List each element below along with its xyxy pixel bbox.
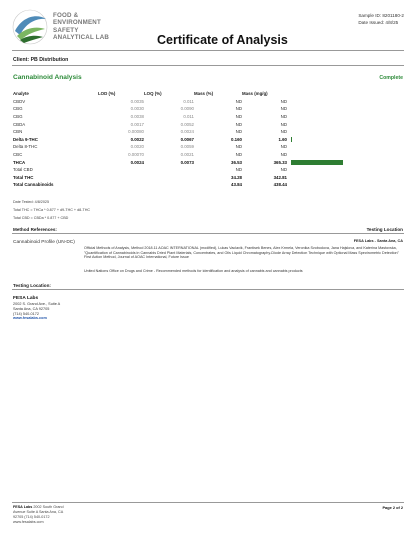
mass-percent: ND xyxy=(235,152,242,158)
page-title: Certificate of Analysis xyxy=(157,33,288,47)
mass-mg-per-g: ND xyxy=(280,106,287,112)
analyte: Delta 9-THC xyxy=(13,136,38,142)
analyte: CBDA xyxy=(13,121,26,127)
date-issued: Date Issued: 4/8/25 xyxy=(358,20,399,25)
lod-value: 0.0030 xyxy=(130,106,144,112)
mass-bar-cell xyxy=(287,120,343,128)
table-row xyxy=(13,98,343,106)
testing-location-header xyxy=(12,282,404,290)
mass-mg-per-g: ND xyxy=(280,121,287,127)
analyte: Total THC xyxy=(13,174,34,180)
leaf-swoosh-icon xyxy=(12,9,48,45)
mass-percent: ND xyxy=(235,114,242,120)
mass-percent: ND xyxy=(235,121,242,127)
results-body xyxy=(13,98,343,189)
loq-value: 0.0024 xyxy=(180,129,194,135)
mass-bar-cell xyxy=(287,143,343,151)
page-number: Page 2 of 2 xyxy=(382,505,403,510)
mass-percent: 43.84 xyxy=(231,182,242,188)
mass-mg-per-g: 365.33 xyxy=(273,159,287,165)
mass-percent: ND xyxy=(235,98,242,104)
footer-lab-name: FESA Labs xyxy=(13,505,33,509)
lod-value: 0.0017 xyxy=(130,121,144,127)
lab-website-link[interactable]: www.fesalabs.com xyxy=(13,316,47,321)
footer-address-start: 2002 South Grand xyxy=(32,505,64,509)
loq-value: 0.0067 xyxy=(180,136,194,142)
loq-value: 0.0090 xyxy=(180,106,194,112)
loq-value: 0.0073 xyxy=(180,159,194,165)
mass-mg-per-g: 438.44 xyxy=(273,182,287,188)
loq-value: 0.0021 xyxy=(180,152,194,158)
table-row xyxy=(13,120,343,128)
mass-bar-cell xyxy=(287,151,343,159)
footer-address-line3: 92705 (714) 540-0172 xyxy=(13,514,50,519)
analyte: CBC xyxy=(13,152,23,158)
col-mass-mg: Mass (mg/g) xyxy=(242,91,268,97)
lod-value: 0.00070 xyxy=(128,152,144,158)
analysis-title: Cannabinoid Analysis xyxy=(13,74,82,81)
header-divider xyxy=(12,50,404,51)
analyte: CBG xyxy=(13,106,23,112)
lod-value: 0.0038 xyxy=(130,114,144,120)
mass-bar-cell xyxy=(287,158,343,166)
table-row xyxy=(13,166,343,174)
loq-value: 0.011 xyxy=(183,114,194,120)
lab-address xyxy=(13,296,60,321)
table-row xyxy=(13,136,343,144)
analyte: Total Cannabinoids xyxy=(13,182,54,188)
lod-value xyxy=(98,181,144,189)
mass-bar-cell xyxy=(287,128,343,136)
analyte: Delta 8-THC xyxy=(13,144,38,150)
lod-value: 0.0020 xyxy=(130,144,144,150)
mass-percent: ND xyxy=(235,144,242,150)
loq-value xyxy=(144,166,194,174)
lod-value: 0.00080 xyxy=(128,129,144,135)
method-references-header xyxy=(12,226,404,234)
status-badge: Complete xyxy=(379,75,403,81)
table-row xyxy=(13,105,343,113)
col-loq: LOQ (%) xyxy=(144,91,162,97)
lod-value xyxy=(98,174,144,182)
table-row xyxy=(13,151,343,159)
footer-website: www.fesalabs.com xyxy=(13,519,44,524)
mass-percent: 0.160 xyxy=(231,136,242,142)
mass-percent: ND xyxy=(235,129,242,135)
lab-phone: (714) 540-0172 xyxy=(13,311,39,316)
mass-mg-per-g: ND xyxy=(280,144,287,150)
mass-percent: 34.28 xyxy=(231,174,242,180)
table-row xyxy=(13,158,343,166)
lod-value: 0.0024 xyxy=(130,159,144,165)
lab-name: FESA Labs xyxy=(13,296,39,301)
mass-bar-cell xyxy=(287,98,343,106)
table-header-row xyxy=(13,90,343,98)
sample-meta xyxy=(358,12,404,26)
unodc-text: United Nations Office on Drugs and Crime - Recommended methods for identification and analysis of cannabis and cannabis products xyxy=(84,269,303,273)
loq-value xyxy=(144,174,194,182)
lab-address-line2: Santa Ana, CA 92705 xyxy=(13,306,50,311)
mass-bar-cell xyxy=(287,113,343,121)
lab-location: FESA Labs - Santa Ana, CA xyxy=(353,239,403,243)
table-row xyxy=(13,181,343,189)
date-tested: Date Tested: 4/8/2025 xyxy=(13,200,50,204)
testing-location-label: Testing Location xyxy=(366,227,403,232)
mass-bar xyxy=(291,160,343,165)
profile-name: Cannabinoid Profile (UN-DC) xyxy=(13,240,75,245)
mass-percent: ND xyxy=(235,167,242,173)
fesa-logo xyxy=(12,9,172,47)
loq-value: 0.011 xyxy=(183,98,194,104)
loq-value xyxy=(144,181,194,189)
mass-mg-per-g: 1.60 xyxy=(278,136,287,142)
col-mass: Mass (%) xyxy=(194,91,214,97)
footer-address-line2: Avenue Suite A Santa Ana, CA xyxy=(13,509,64,514)
mass-mg-per-g: ND xyxy=(280,167,287,173)
mass-mg-per-g: ND xyxy=(280,98,287,104)
method-references-label: Method References: xyxy=(13,227,57,232)
analyte: CBDV xyxy=(13,98,26,104)
mass-mg-per-g: ND xyxy=(280,114,287,120)
lod-value: 0.0022 xyxy=(130,136,144,142)
analyte: CBN xyxy=(13,129,23,135)
mass-bar-cell xyxy=(287,166,343,174)
total-thc-formula: Total THC = THCa * 0.877 + d9-THC + d8-THC xyxy=(13,208,91,212)
lod-value: 0.0035 xyxy=(130,98,144,104)
client-divider xyxy=(12,65,404,66)
footnotes xyxy=(13,198,90,222)
loq-value: 0.0052 xyxy=(180,121,194,127)
table-row xyxy=(13,113,343,121)
table-row xyxy=(13,143,343,151)
mass-bar-cell xyxy=(287,105,343,113)
sample-id: Sample ID: 8201180-2 xyxy=(358,13,404,18)
loq-value: 0.0059 xyxy=(180,144,194,150)
methods-text: Official Methods of Analysis, Method 2018.11 AOAC INTERNATIONAL (modified), Lukas Vaclavik, Frantisek Benes, Alex Krmela, Veronika Svobodova, Jana Hajslova, and Katerina Mastovska, "Quantification of Cannabinoids in Cannabis Dried Plant Materials, Concentrates, and Oils Liquid Chromatography-Diode Array Detection Technique with Optional Mass Spectrometric Detection" First Action Method, Journal of AOAC International, Future Issue xyxy=(84,246,399,260)
testing-location-heading: Testing Location: xyxy=(13,283,51,288)
client-name: Client: PB Distribution xyxy=(13,57,69,63)
mass-percent: 36.53 xyxy=(231,159,242,165)
table-row xyxy=(13,174,343,182)
total-cbd-formula: Total CBD = CBDa * 0.877 + CBD xyxy=(13,216,69,220)
results-table xyxy=(13,90,343,189)
lab-address-line1: 2002 S. Grand Ave., Suite A xyxy=(13,302,61,306)
col-lod: LOD (%) xyxy=(98,91,116,97)
logo-wordmark: FOOD & ENVIRONMENT SAFETY ANALYTICAL LAB xyxy=(53,12,110,41)
mass-bar xyxy=(291,137,292,142)
mass-bar-cell xyxy=(287,136,343,144)
analyte: CBG xyxy=(13,114,23,120)
mass-mg-per-g: ND xyxy=(280,152,287,158)
table-row xyxy=(13,128,343,136)
mass-bar-cell xyxy=(287,181,343,189)
mass-percent: ND xyxy=(235,106,242,112)
mass-mg-per-g: 342.81 xyxy=(273,174,287,180)
mass-bar-cell xyxy=(287,174,343,182)
lod-value xyxy=(98,166,144,174)
col-bar xyxy=(287,90,343,98)
footer-divider xyxy=(12,502,404,503)
analyte: THCA xyxy=(13,159,26,165)
footer xyxy=(13,505,64,525)
mass-mg-per-g: ND xyxy=(280,129,287,135)
analyte: Total CBD xyxy=(13,167,33,173)
col-analyte: Analyte xyxy=(13,91,29,97)
